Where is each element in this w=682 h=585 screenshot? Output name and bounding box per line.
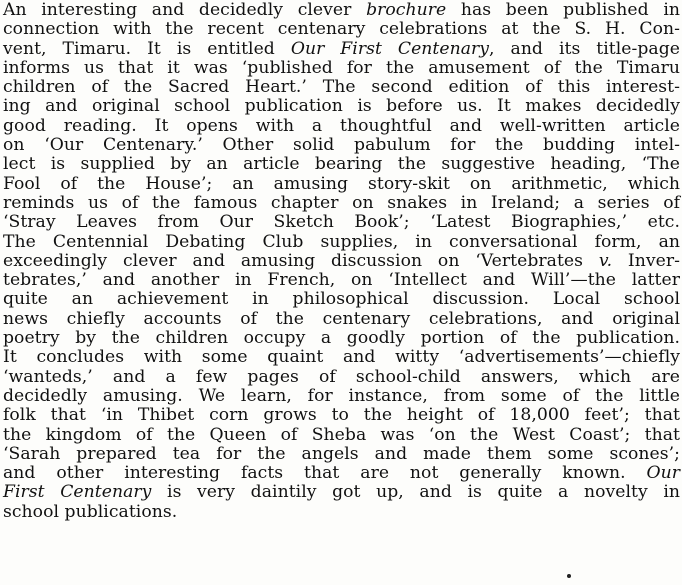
text-run: vent, Timaru. It is entitled — [3, 39, 291, 59]
article-line — [0, 290, 682, 309]
text-run: the kingdom of the Queen of Sheba was ‘on the West Coast’; that — [3, 425, 680, 445]
article-line — [0, 40, 682, 59]
text-run: Fool of the House’; an amusing story-skit on arithmetic, which — [3, 174, 680, 194]
text-run: , and its title-page — [489, 39, 680, 59]
article-line — [0, 175, 682, 194]
article-line — [0, 213, 682, 232]
text-run: school publications. — [3, 502, 178, 522]
article-line — [0, 233, 682, 252]
italic-text-run: First Centenary — [3, 483, 152, 503]
text-run: ‘Stray Leaves from Our Sketch Book’; ‘Latest Biographies,’ etc. — [3, 213, 680, 233]
text-run: An interesting and decidedly clever — [3, 1, 367, 20]
article-line — [0, 348, 682, 367]
italic-text-run: Our First Centenary — [290, 39, 490, 59]
article-line — [0, 445, 682, 464]
text-run: and other interesting facts that are not generally known. — [3, 464, 647, 484]
text-run: tebrates,’ and another in French, on ‘Intellect and Will’—the latter — [3, 271, 680, 291]
text-run: informs us that it was ‘published for the amusement of the Timaru — [3, 58, 680, 78]
text-run: exceedingly clever and amusing discussion on ‘Vertebrates — [3, 251, 599, 271]
text-run: decidedly amusing. We learn, for instance, from some of the little — [3, 386, 680, 406]
article-line — [0, 271, 682, 290]
article-line — [0, 503, 682, 522]
article-line — [0, 252, 682, 271]
text-run: children of the Sacred Heart.’ The second edition of this interest- — [3, 78, 680, 98]
article-line — [0, 155, 682, 174]
text-run: reminds us of the famous chapter on snakes in Ireland; a series of — [3, 193, 680, 213]
italic-text-run: brochure — [366, 1, 447, 20]
text-run: connection with the recent centenary celebrations at the S. H. Con- — [3, 20, 680, 40]
text-run: It concludes with some quaint and witty ‘advertisements’—chiefly — [3, 348, 680, 368]
text-run: Inver- — [612, 251, 680, 271]
article-line — [0, 78, 682, 97]
italic-text-run: Our — [646, 464, 680, 484]
text-run: good reading. It opens with a thoughtful and well-written article — [3, 116, 680, 136]
article-line — [0, 194, 682, 213]
article-text — [0, 1, 682, 522]
article-line — [0, 368, 682, 387]
text-run: has been published in — [446, 1, 680, 20]
text-run: news chiefly accounts of the centenary celebrations, and original — [3, 309, 680, 329]
text-run: folk that ‘in Thibet corn grows to the height of 18,000 feet’; that — [3, 406, 680, 426]
text-run: is very daintily got up, and is quite a novelty in — [151, 483, 681, 503]
article-line — [0, 406, 682, 425]
article-line — [0, 329, 682, 348]
text-run: poetry by the children occupy a goodly portion of the publication. — [3, 329, 680, 349]
article-line — [0, 20, 682, 39]
print-speck — [567, 574, 571, 578]
article-line — [0, 97, 682, 116]
article-line — [0, 1, 682, 20]
text-run: The Centennial Debating Club supplies, in conversational form, an — [3, 232, 680, 252]
article-line — [0, 464, 682, 483]
text-run: on ‘Our Centenary.’ Other solid pabulum for the budding intel- — [3, 136, 680, 156]
text-run: ‘wanteds,’ and a few pages of school-child answers, which are — [3, 367, 680, 387]
text-run: ing and original school publication is before us. It makes decidedly — [3, 97, 680, 117]
article-line — [0, 426, 682, 445]
text-run: quite an achievement in philosophical discussion. Local school — [3, 290, 680, 310]
article-line — [0, 136, 682, 155]
text-run: ‘Sarah prepared tea for the angels and made them some scones’; — [3, 444, 680, 464]
article-line — [0, 59, 682, 78]
italic-text-run: v. — [598, 251, 613, 271]
text-run: lect is supplied by an article bearing the suggestive heading, ‘The — [3, 155, 680, 175]
article-line — [0, 387, 682, 406]
article-line — [0, 483, 682, 502]
article-line — [0, 117, 682, 136]
article-line — [0, 310, 682, 329]
